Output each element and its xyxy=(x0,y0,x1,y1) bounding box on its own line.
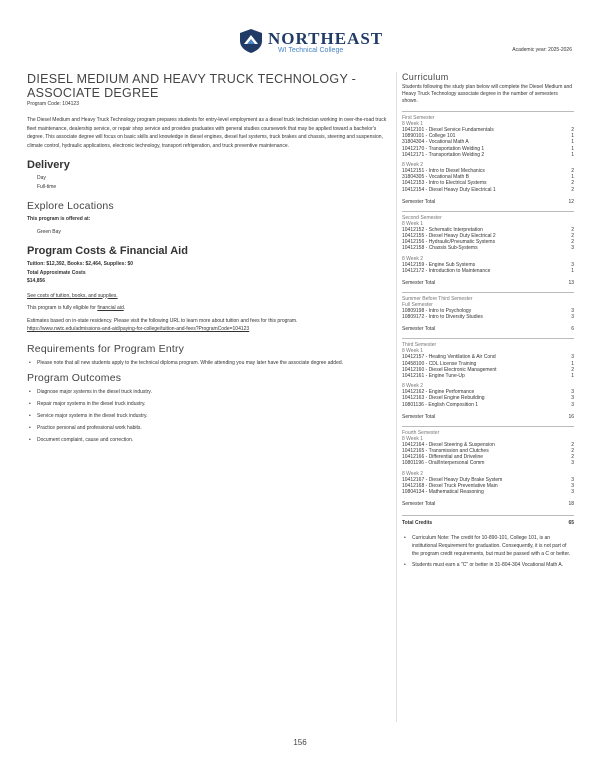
semester-total-value: 18 xyxy=(568,501,574,508)
total-credits-label: Total Credits xyxy=(402,520,433,527)
course-name: 10412165 - Transmission and Clutches xyxy=(402,448,489,455)
course-name: 10412152 - Schematic Interpretation xyxy=(402,226,483,233)
logo-name: NORTHEAST xyxy=(268,29,384,48)
curriculum-section xyxy=(402,72,574,572)
page-number: 156 xyxy=(293,738,307,747)
outcome-item: • Service major systems in the diesel truck industry. xyxy=(27,413,389,419)
locations-heading: Explore Locations xyxy=(27,200,114,212)
course-name: 10801136 - English Composition 1 xyxy=(402,401,479,408)
semester-block xyxy=(402,211,574,286)
course-name: 10890101 - College 101 xyxy=(402,133,456,140)
total-cost-value: $14,856 xyxy=(27,278,46,284)
costs-heading: Program Costs & Financial Aid xyxy=(27,245,188,257)
term-block-label: 8 Week 1 xyxy=(402,220,424,227)
term-block-label: 8 Week 1 xyxy=(402,348,424,355)
course-name: 10412172 - Introduction to Maintenance xyxy=(402,267,491,274)
outcome-item: • Document complaint, cause and correction. xyxy=(27,437,389,443)
course-row xyxy=(402,187,574,193)
term-block-label: Full Semester xyxy=(402,302,433,309)
course-name: 10412166 - Differential and Driveline xyxy=(402,454,484,461)
course-row xyxy=(402,268,574,274)
outcomes-heading: Program Outcomes xyxy=(27,371,122,384)
program-title: DIESEL MEDIUM AND HEAVY TRUCK TECHNOLOGY - ASSOCIATE DEGREE xyxy=(27,72,357,100)
course-name: 10458100 - CDL License Training xyxy=(402,360,477,367)
course-credits: 3 xyxy=(571,245,574,252)
course-credits: 3 xyxy=(571,308,574,315)
semester-total-row xyxy=(402,199,574,205)
college-logo xyxy=(238,28,384,56)
curriculum-note: • Curriculum Note: The credit for 10-890-101, College 101, is an institutional Requirement for graduation. Consequently, it is not part of the program credit requirements, but must be passed with a C or better. xyxy=(402,534,574,558)
campus-name: Green Bay xyxy=(37,228,61,235)
semester-name: Third Semester xyxy=(402,342,437,349)
course-name: 10412101 - Diesel Service Fundamentals xyxy=(402,127,494,133)
course-credits: 3 xyxy=(571,389,574,396)
course-name: 10412171 - Transportation Welding 2 xyxy=(402,151,485,158)
term-block-label: 8 Week 2 xyxy=(402,383,424,390)
estimates-note: Estimates based on in-state residency. Please visit the following URL to learn more about tuition and fees for this program. xyxy=(27,317,298,324)
course-row xyxy=(402,402,574,408)
course-name: 10412163 - Diesel Engine Rebuilding xyxy=(402,395,485,402)
requirement-item: • Please note that all new students apply to the technical diploma program. While attending you may later have the associate degree added. xyxy=(27,360,389,366)
semester-block xyxy=(402,292,574,332)
course-name: 10412170 - Transportation Welding 1 xyxy=(402,145,485,152)
term-block-label: 8 Week 2 xyxy=(402,470,424,477)
semester-name: Summer Before Third Semester xyxy=(402,296,473,303)
requirements-heading: Requirements for Program Entry xyxy=(27,342,185,355)
semester-total-row xyxy=(402,280,574,286)
course-row xyxy=(402,314,574,320)
course-credits: 2 xyxy=(571,454,574,461)
course-credits: 1 xyxy=(571,267,574,274)
semester-total-value: 12 xyxy=(568,198,574,205)
course-name: 10809198 - Intro to Psychology xyxy=(402,308,472,315)
semester-total-row xyxy=(402,414,574,420)
course-name: 10412159 - Engine Sub Systems xyxy=(402,261,476,268)
curriculum-intro: Students following the study plan below will complete the Diesel Medium and Heavy Truck Technology associate degree in the number of semesters shown. xyxy=(402,84,573,104)
term-block-label: 8 Week 2 xyxy=(402,162,424,169)
curriculum-note: • Students must earn a "C" or better in 31-804-304 Vocational Math A. xyxy=(402,561,574,569)
semester-total-value: 6 xyxy=(571,326,574,333)
term-block-label: 8 Week 1 xyxy=(402,435,424,442)
course-credits: 2 xyxy=(571,239,574,246)
term-block-label: 8 Week 2 xyxy=(402,255,424,262)
course-name: 10412161 - Engine Tune-Up xyxy=(402,373,465,380)
program-details xyxy=(27,72,389,449)
course-name: 10801196 - Oral/Interpersonal Comm xyxy=(402,460,485,467)
course-credits: 3 xyxy=(571,395,574,402)
delivery-item: Day xyxy=(37,175,46,181)
course-credits: 2 xyxy=(571,226,574,233)
total-credits-row xyxy=(402,515,574,526)
course-credits: 3 xyxy=(571,460,574,467)
course-credits: 3 xyxy=(571,476,574,483)
semester-total-label: Semester Total xyxy=(402,501,436,508)
semester-total-row xyxy=(402,326,574,332)
logo-subtitle: WI Technical College xyxy=(278,47,344,54)
course-name: 10412155 - Diesel Heavy Duty Electrical 2 xyxy=(402,233,496,240)
course-credits: 2 xyxy=(571,180,574,187)
semester-name: First Semester xyxy=(402,115,435,121)
course-credits: 3 xyxy=(571,354,574,361)
course-credits: 2 xyxy=(571,448,574,455)
semester-list xyxy=(402,111,574,507)
semester-total-label: Semester Total xyxy=(402,280,436,287)
semester-total-value: 16 xyxy=(568,413,574,420)
course-name: 10412151 - Intro to Diesel Mechanics xyxy=(402,168,485,175)
outcome-item: • Repair major systems in the diesel truck industry. xyxy=(27,401,389,407)
aid-prefix: This program is fully eligible for xyxy=(27,305,98,311)
course-name: 10412156 - Hydraulic/Pneumatic Systems xyxy=(402,239,496,246)
course-credits: 1 xyxy=(571,151,574,158)
course-credits: 3 xyxy=(571,401,574,408)
curriculum-heading: Curriculum xyxy=(402,72,449,82)
semester-total-value: 13 xyxy=(568,280,574,287)
program-description: The Diesel Medium and Heavy Truck Technology program prepares students for entry-level employment as a diesel truck technician working in over-the-road truck fleet maintenance, dealership service, or repair shop service and provides graduates with general studies coursework that may be applied toward a bachelor's degree. This associate degree will focus on basic skills and knowledge in diesel engines, diesel fuel systems, truck brakes and chassis, steering and suspension, climate control, hydraulic applications, electronic technology, transport refrigeration, and truck preventive maintenance. xyxy=(27,117,387,149)
delivery-heading: Delivery xyxy=(27,159,70,171)
semester-total-label: Semester Total xyxy=(402,413,436,420)
course-credits: 1 xyxy=(571,373,574,380)
semester-block xyxy=(402,426,574,507)
total-cost-label: Total Approximate Costs xyxy=(27,269,86,276)
course-name: 10412162 - Engine Performance xyxy=(402,389,475,396)
course-name: 10412153 - Intro to Electrical Systems xyxy=(402,180,487,187)
course-credits: 2 xyxy=(571,366,574,373)
semester-block xyxy=(402,338,574,419)
column-divider xyxy=(396,72,397,722)
course-credits: 2 xyxy=(571,127,574,133)
course-credits: 2 xyxy=(571,168,574,175)
program-code: Program Code: 104123 xyxy=(27,101,79,107)
tuition-breakdown: Tuition: $12,392, Books: $2,464, Supplies: $0 xyxy=(27,261,134,267)
semester-total-row xyxy=(402,501,574,507)
course-credits: 1 xyxy=(571,145,574,152)
semester-total-label: Semester Total xyxy=(402,326,436,333)
offered-label: This program is offered at: xyxy=(27,216,91,222)
aid-suffix: . xyxy=(123,305,126,311)
shield-logo-icon xyxy=(238,28,264,54)
course-name: 10412164 - Diesel Steering & Suspension xyxy=(402,441,495,448)
course-name: 31804304 - Vocational Math A xyxy=(402,139,469,146)
course-credits: 3 xyxy=(571,261,574,268)
course-name: 10412168 - Diesel Truck Preventative Main xyxy=(402,482,498,489)
course-row xyxy=(402,489,574,495)
course-credits: 3 xyxy=(571,489,574,496)
course-name: 31804305 - Vocational Math B xyxy=(402,174,469,181)
semester-total-label: Semester Total xyxy=(402,198,436,205)
delivery-item: Full-time xyxy=(37,183,57,190)
financial-aid-link[interactable]: financial aid xyxy=(97,305,124,311)
course-credits: 2 xyxy=(571,233,574,240)
course-credits: 2 xyxy=(571,441,574,448)
term-block-label: 8 Week 1 xyxy=(402,121,424,127)
course-name: 10412160 - Diesel Electronic Management xyxy=(402,366,497,373)
course-name: 10804134 - Mathematical Reasoning xyxy=(402,489,484,496)
financial-aid-note xyxy=(27,304,389,313)
course-credits: 1 xyxy=(571,133,574,140)
course-credits: 3 xyxy=(571,482,574,489)
course-credits: 1 xyxy=(571,174,574,181)
course-credits: 2 xyxy=(571,186,574,193)
course-credits: 1 xyxy=(571,360,574,367)
outcome-item: • Practice personal and professional work habits. xyxy=(27,425,389,431)
semester-block xyxy=(402,111,574,205)
total-credits-value: 65 xyxy=(568,520,574,527)
course-name: 10412158 - Chassis Sub-Systems xyxy=(402,245,478,252)
course-name: 10412154 - Diesel Heavy Duty Electrical 1 xyxy=(402,186,496,193)
course-credits: 1 xyxy=(571,139,574,146)
course-name: 10412167 - Diesel Heavy Duty Brake System xyxy=(402,476,503,483)
course-credits: 3 xyxy=(571,314,574,321)
tuition-url-link[interactable]: https://www.nwtc.edu/admissions-and-aid/paying-for-college/tuition-and-fees?ProgramCode=104123 xyxy=(27,326,250,332)
semester-name: Second Semester xyxy=(402,214,442,221)
academic-year: Academic year: 2025-2026 xyxy=(512,47,572,53)
outcome-item: • Diagnose major systems in the diesel truck industry. xyxy=(27,389,389,395)
see-costs-link[interactable]: See costs of tuition, books, and supplies. xyxy=(27,292,118,299)
course-name: 10809172 - Intro to Diversity Studies xyxy=(402,314,483,321)
semester-name: Fourth Semester xyxy=(402,429,440,436)
course-name: 10412157 - Heating Ventilation & Air Cond xyxy=(402,354,496,361)
